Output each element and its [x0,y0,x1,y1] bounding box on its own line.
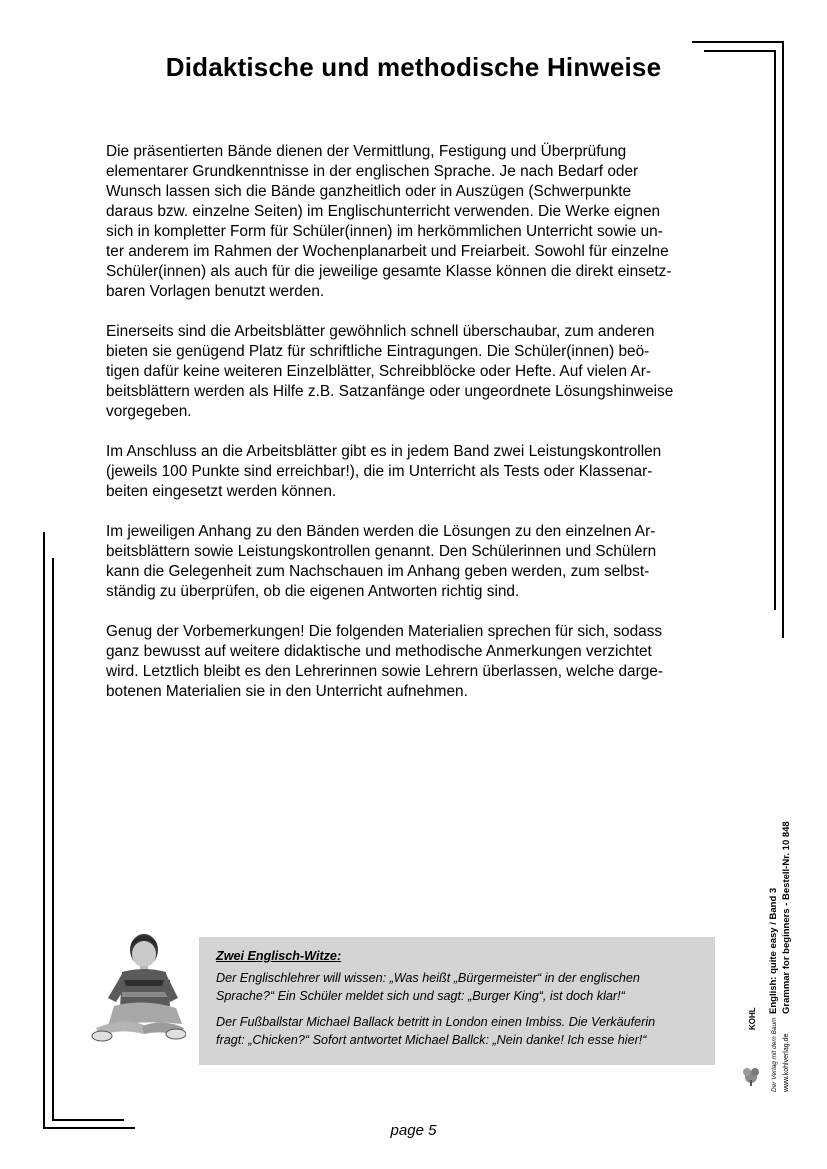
text-line: bieten sie genügend Platz für schriftliche Eintragungen. Die Schüler(innen) beö- [106,343,650,360]
joke-box [199,937,715,1065]
text-line: daraus bzw. einzelne Seiten) im Englischunterricht verwenden. Die Werke eignen [106,203,661,220]
text-line: vorgegeben. [106,403,192,420]
text-line: ter anderem im Rahmen der Wochenplanarbeit und Freiarbeit. Sowohl für einzelne [106,243,669,260]
boy-illustration [86,928,186,1050]
publisher-slogan: Der Verlag mit dem Baum [771,1017,778,1092]
text-line: Im Anschluss an die Arbeitsblätter gibt es in jedem Band zwei Leistungskontrollen [106,443,662,460]
text-line: Im jeweiligen Anhang zu den Bänden werden die Lösungen zu den einzelnen Ar- [106,523,656,540]
text-line: wird. Letztlich bleibt es den Lehrerinnen sowie Lehrern überlassen, welche darge- [106,663,663,680]
text-line: sich in kompletter Form für Schüler(innen) im herkömmlichen Unterricht sowie un- [106,223,663,240]
text-line: Schüler(innen) als auch für die jeweilige gesamte Klasse können die direkt einsetz- [106,263,672,280]
frame-line-right-outer [782,41,784,638]
page-title: Didaktische und methodische Hinweise [165,52,662,82]
text-line: elementarer Grundkenntnisse in der englischen Sprache. Je nach Bedarf oder [106,163,639,180]
publisher-name: KOHL [748,1007,757,1030]
frame-line-left-outer [43,532,45,1129]
text-line: Wunsch lassen sich die Bände ganzheitlich oder in Auszügen (Schwerpunkte [106,183,632,200]
joke-line: Der Englischlehrer will wissen: „Was heißt „Bürgermeister“ in der englischen [216,971,640,985]
text-line: botenen Materialien sie in den Unterricht aufnehmen. [106,683,468,700]
body-text [106,142,726,722]
joke-line: Der Fußballstar Michael Ballack betritt in London einen Imbiss. Die Verkäuferin [216,1015,656,1029]
paragraph-3 [106,442,726,502]
frame-line-top-right-outer [692,41,784,43]
frame-line-bottom-left-inner [52,1119,124,1121]
page-number: page 5 [390,1122,437,1139]
tree-logo-icon [742,1028,772,1088]
series-label: English: quite easy / Band 3 [768,887,779,1014]
joke-2 [216,1013,699,1049]
joke-heading: Zwei Englisch-Witze: [216,949,342,963]
text-line: beiten eingesetzt werden können. [106,483,337,500]
text-line: beitsblättern werden als Hilfe z.B. Satzanfänge oder ungeordnete Lösungshinweise [106,383,674,400]
text-line: Die präsentierten Bände dienen der Vermittlung, Festigung und Überprüfung [106,143,627,160]
joke-line: fragt: „Chicken?“ Sofort antwortet Michael Ballck: „Nein danke! Ich esse hier!“ [216,1033,647,1047]
text-line: tigen dafür keine weiteren Einzelblätter, Schreibblöcke oder Hefte. Auf vielen Ar- [106,363,651,380]
text-line: kann die Gelegenheit zum Nachschauen im Anhang geben werden, zum selbst- [106,563,650,580]
text-line: ganz bewusst auf weitere didaktische und methodische Anmerkungen verzichtet [106,643,652,660]
text-line: ständig zu überprüfen, ob die eigenen Antworten richtig sind. [106,583,520,600]
order-number-label: Grammar for beginners - Bestell-Nr. 10 848 [781,821,792,1014]
joke-1 [216,969,699,1005]
website-label: www.kohlverlag.de [783,1033,790,1092]
text-line: Genug der Vorbemerkungen! Die folgenden Materialien sprechen für sich, sodass [106,623,663,640]
paragraph-4 [106,522,726,602]
text-line: (jeweils 100 Punkte sind erreichbar!), die im Unterricht als Tests oder Klassenar- [106,463,653,480]
frame-line-left-inner [52,558,54,1120]
text-line: baren Vorlagen benutzt werden. [106,283,325,300]
paragraph-1 [106,142,726,302]
text-line: beitsblättern sowie Leistungskontrollen genannt. Den Schülerinnen und Schülern [106,543,657,560]
paragraph-5 [106,622,726,702]
paragraph-2 [106,322,726,422]
joke-line: Sprache?“ Ein Schüler meldet sich und sagt: „Burger King“, ist doch klar!“ [216,989,625,1003]
frame-line-right-inner [774,50,776,610]
text-line: Einerseits sind die Arbeitsblätter gewöhnlich schnell überschaubar, zum anderen [106,323,655,340]
